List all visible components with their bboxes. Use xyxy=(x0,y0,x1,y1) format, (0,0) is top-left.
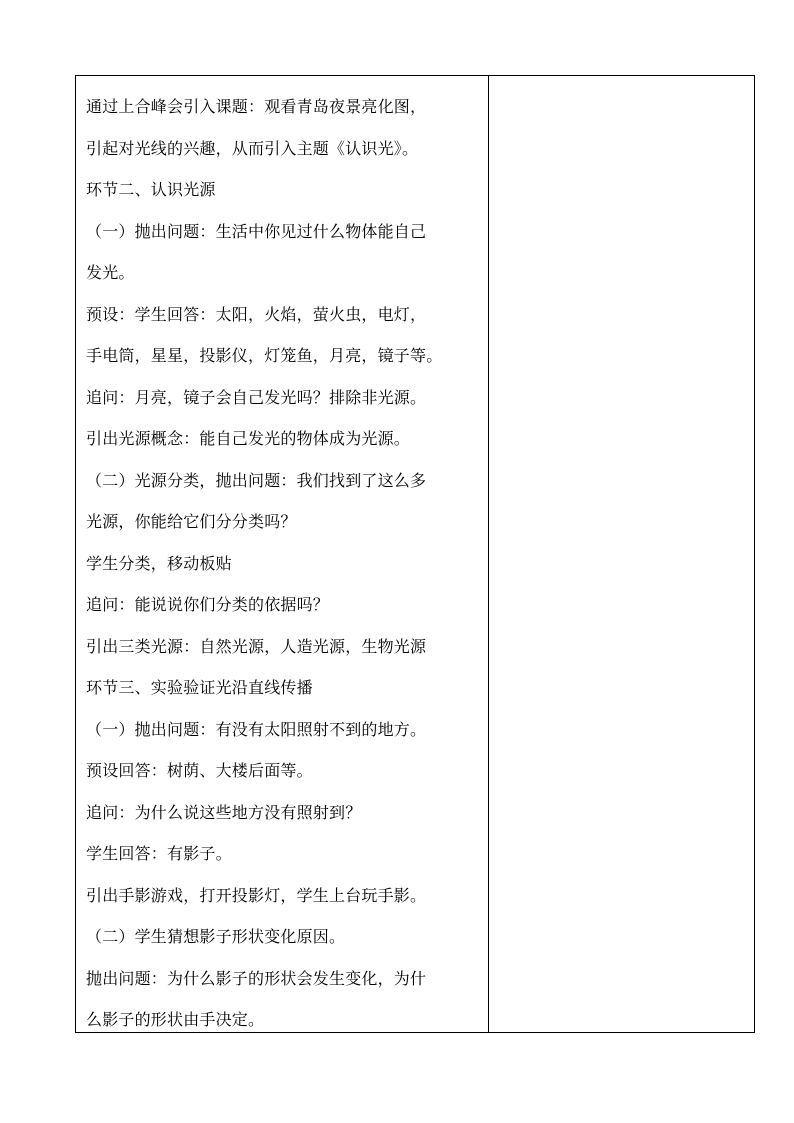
text-line: 追问：为什么说这些地方没有照射到？ xyxy=(86,802,362,822)
section-heading: 环节三、实验验证光沿直线传播 xyxy=(86,678,313,697)
text-line: （一）抛出问题：有没有太阳照射不到的地方。 xyxy=(86,719,427,739)
text-line: 引起对光线的兴趣，从而引入主题《认识光》。 xyxy=(86,138,419,158)
section-heading: 环节二、认识光源 xyxy=(86,180,216,199)
text-line: （二）学生猜想影子形状变化原因。 xyxy=(86,927,346,946)
text-line: 引出三类光源：自然光源，人造光源，生物光源 xyxy=(86,636,427,656)
text-line: 追问：能说说你们分类的依据吗？ xyxy=(86,595,330,614)
text-line: 光源，你能给它们分分类吗？ xyxy=(86,512,297,531)
text-line: 追问：月亮，镜子会自己发光吗？排除非光源。 xyxy=(86,387,427,407)
text-line: 引出光源概念：能自己发光的物体成为光源。 xyxy=(86,429,411,448)
text-line: 通过上合峰会引入课题：观看青岛夜景亮化图， xyxy=(86,97,427,116)
text-line: 抛出问题：为什么影子的形状会发生变化，为什 xyxy=(86,968,427,988)
text-line: 引出手影游戏，打开投影灯，学生上台玩手影。 xyxy=(86,885,427,905)
text-line: （二）光源分类，抛出问题：我们找到了这么多 xyxy=(86,470,427,490)
text-line: 么影子的形状由手决定。 xyxy=(86,1010,265,1029)
right-cell-notes xyxy=(489,76,754,1032)
text-line: 学生分类，移动板贴 xyxy=(86,553,232,573)
text-line: （一）抛出问题：生活中你见过什么物体能自己 xyxy=(86,221,427,241)
lesson-plan-table xyxy=(75,75,755,1033)
left-cell-teaching-process xyxy=(76,76,489,1032)
text-line: 手电筒，星星，投影仪，灯笼鱼，月亮，镜子等。 xyxy=(86,346,443,365)
text-line: 预设回答：树荫、大楼后面等。 xyxy=(86,761,313,780)
text-line: 发光。 xyxy=(86,263,135,282)
text-line: 学生回答：有影子。 xyxy=(86,844,232,863)
text-line: 预设：学生回答：太阳，火焰，萤火虫，电灯， xyxy=(86,304,427,324)
